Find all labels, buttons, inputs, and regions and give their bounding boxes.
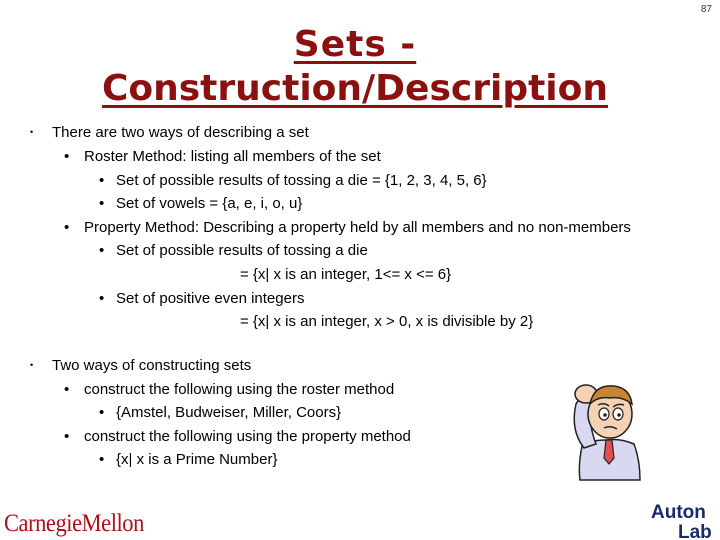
property-example-die: Set of possible results of tossing a die [116,242,368,259]
puzzled-person-clipart [560,374,652,482]
auton-logo-text: Auton [651,502,706,523]
page-number: 87 [700,4,712,15]
property-exercise-item: {x| x is a Prime Number} [116,451,278,468]
bullet: • [99,242,105,259]
bullet: • [30,127,34,137]
property-method-label: Property Method: Describing a property held by all members and no non-members [84,219,631,236]
bullet: • [30,360,34,370]
bullet: • [99,172,105,189]
section2-heading: Two ways of constructing sets [52,357,252,374]
bullet: • [64,428,70,445]
lab-logo-text: Lab [678,522,712,540]
roster-exercise-item: {Amstel, Budweiser, Miller, Coors} [116,404,342,421]
property-example-even: Set of positive even integers [116,290,305,307]
property-example-die-definition: = {x| x is an integer, 1<= x <= 6} [240,266,452,283]
roster-example-vowels: Set of vowels = {a, e, i, o, u} [116,195,303,212]
bullet: • [64,219,70,236]
section1-heading: There are two ways of describing a set [52,124,309,141]
carnegie-mellon-logo: CarnegieMellon [4,510,144,537]
slide-title-line-2: Construction/Description [101,68,609,109]
roster-example-die: Set of possible results of tossing a die = {1, 2, 3, 4, 5, 6} [116,172,487,189]
bullet: • [99,404,105,421]
slide-title-line-1: Sets - [293,24,417,65]
auton-lab-logo [648,500,716,540]
property-example-even-definition: = {x| x is an integer, x > 0, x is divisible by 2} [240,313,534,330]
property-exercise-label: construct the following using the property method [84,428,411,445]
bullet: • [99,195,105,212]
roster-exercise-label: construct the following using the roster method [84,381,395,398]
bullet: • [99,451,105,468]
roster-method-label: Roster Method: listing all members of the set [84,148,381,165]
bullet: • [99,290,105,307]
bullet: • [64,381,70,398]
bullet: • [64,148,70,165]
